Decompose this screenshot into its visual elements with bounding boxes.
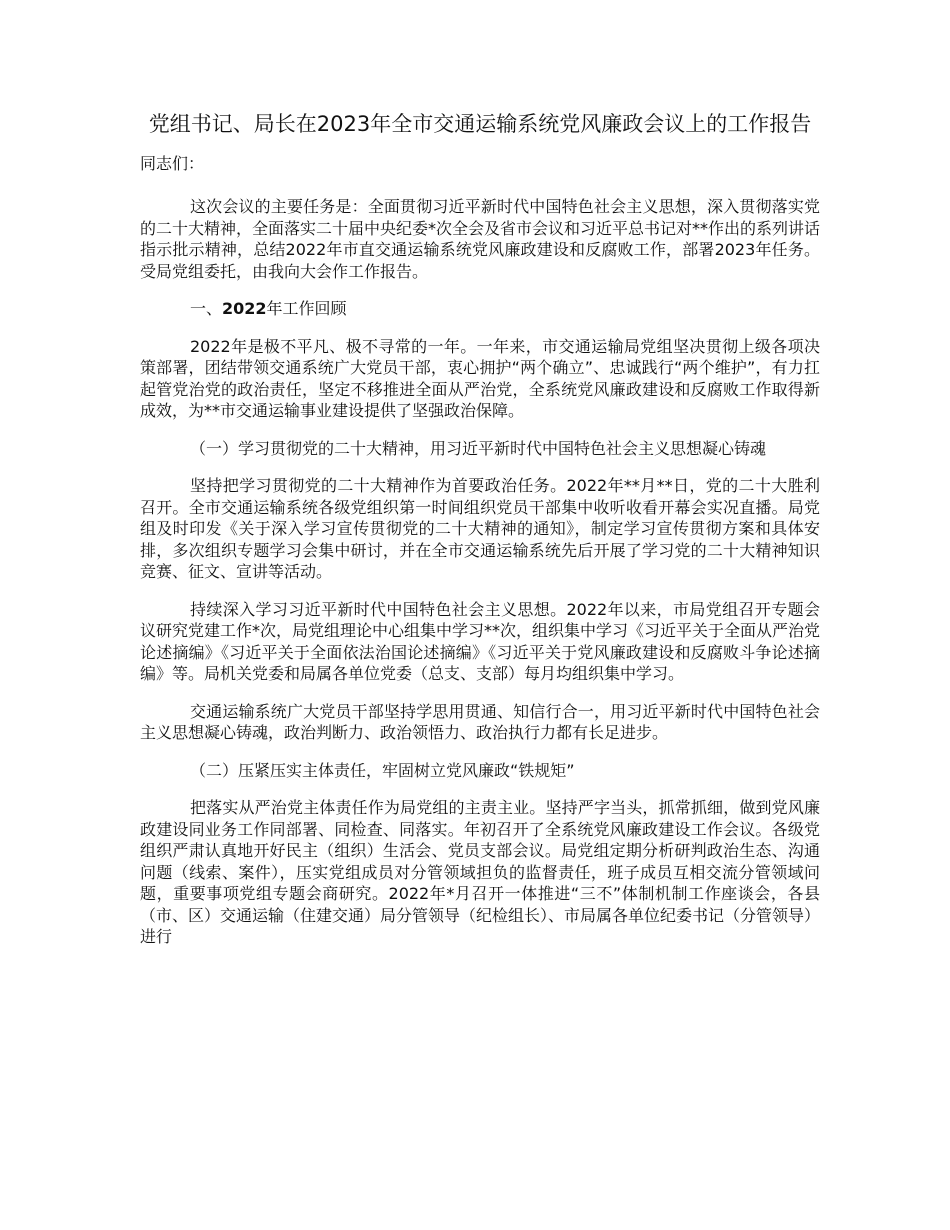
sub2-paragraph-1: 把落实从严治党主体责任作为局党组的主责主业。坚持严字当头，抓常抓细，做到党风廉政建设同业务工作同部署、同检查、同落实。年初召开了全系统党风廉政建设工作会议。各级党组织严肃认真地开好民主（组织）生活会、党员支部会议。局党组定期分析研判政治生态、沟通问题（线索、案件），压实党组成员对分管领域担负的监督责任，班子成员互相交流分管领域问题，重要事项党组专题会商研究。2022年*月召开一体推进“三不”体制机制工作座谈会，各县（市、区）交通运输（住建交通）局分管领导（纪检组长）、市局属各单位纪委书记（分管领导）进行: [140, 798, 821, 946]
section1-paragraph: 2022年是极不平凡、极不寻常的一年。一年来，市交通运输局党组坚决贯彻上级各项决策部署，团结带领交通系统广大党员干部，衷心拥护“两个确立”、忠诚践行“两个维护”，有力扛起管党治党的政治责任，坚定不移推进全面从严治党，全系统党风廉政建设和反腐败工作取得新成效，为**市交通运输事业建设提供了坚强政治保障。: [140, 336, 820, 420]
salutation: 同志们：: [140, 154, 205, 173]
section-heading-suffix: 年工作回顾: [266, 299, 347, 318]
intro-paragraph: 这次会议的主要任务是：全面贯彻习近平新时代中国特色社会主义思想，深入贯彻落实党的二十大精神，全面落实二十届中央纪委*次全会及省市会议和习近平总书记对**作出的系列讲话指示批示精神，总结2022年市直交通运输系统党风廉政建设和反腐败工作，部署2023年任务。受局党组委托，由我向大会作工作报告。: [140, 197, 821, 281]
document-page: [140, 110, 820, 948]
section-heading-year: 2022: [222, 299, 267, 318]
sub1-paragraph-1: 坚持把学习贯彻党的二十大精神作为首要政治任务。2022年**月**日，党的二十大胜利召开。全市交通运输系统各级党组织第一时间组织党员干部集中收听收看开幕会实况直播。局党组及时印发《关于深入学习宣传贯彻党的二十大精神的通知》，制定学习宣传贯彻方案和具体安排，多次组织专题学习会集中研讨，并在全市交通运输系统先后开展了学习党的二十大精神知识竞赛、征文、宣讲等活动。: [140, 476, 820, 581]
section-heading-prefix: 一、: [190, 299, 223, 318]
subsection-heading-1: （一）学习贯彻党的二十大精神，用习近平新时代中国特色社会主义思想凝心铸魂: [190, 438, 767, 458]
sub1-paragraph-3: 交通运输系统广大党员干部坚持学思用贯通、知信行合一，用习近平新时代中国特色社会主义思想凝心铸魂，政治判断力、政治领悟力、政治执行力都有长足进步。: [140, 701, 820, 742]
document-title: 党组书记、局长在2023年全市交通运输系统党风廉政会议上的工作报告: [148, 112, 812, 136]
sub1-paragraph-2: 持续深入学习习近平新时代中国特色社会主义思想。2022年以来，市局党组召开专题会议研究党建工作*次，局党组理论中心组集中学习**次，组织集中学习《习近平关于全面从严治党论述摘编》《习近平关于全面依法治国论述摘编》《习近平关于党风廉政建设和反腐败斗争论述摘编》等。局机关党委和局属各单位党委（总支、支部）每月均组织集中学习。: [140, 599, 821, 683]
section-heading-1: [140, 298, 820, 320]
subsection-heading-2: （二）压紧压实主体责任，牢固树立党风廉政“铁规矩”: [190, 760, 575, 780]
